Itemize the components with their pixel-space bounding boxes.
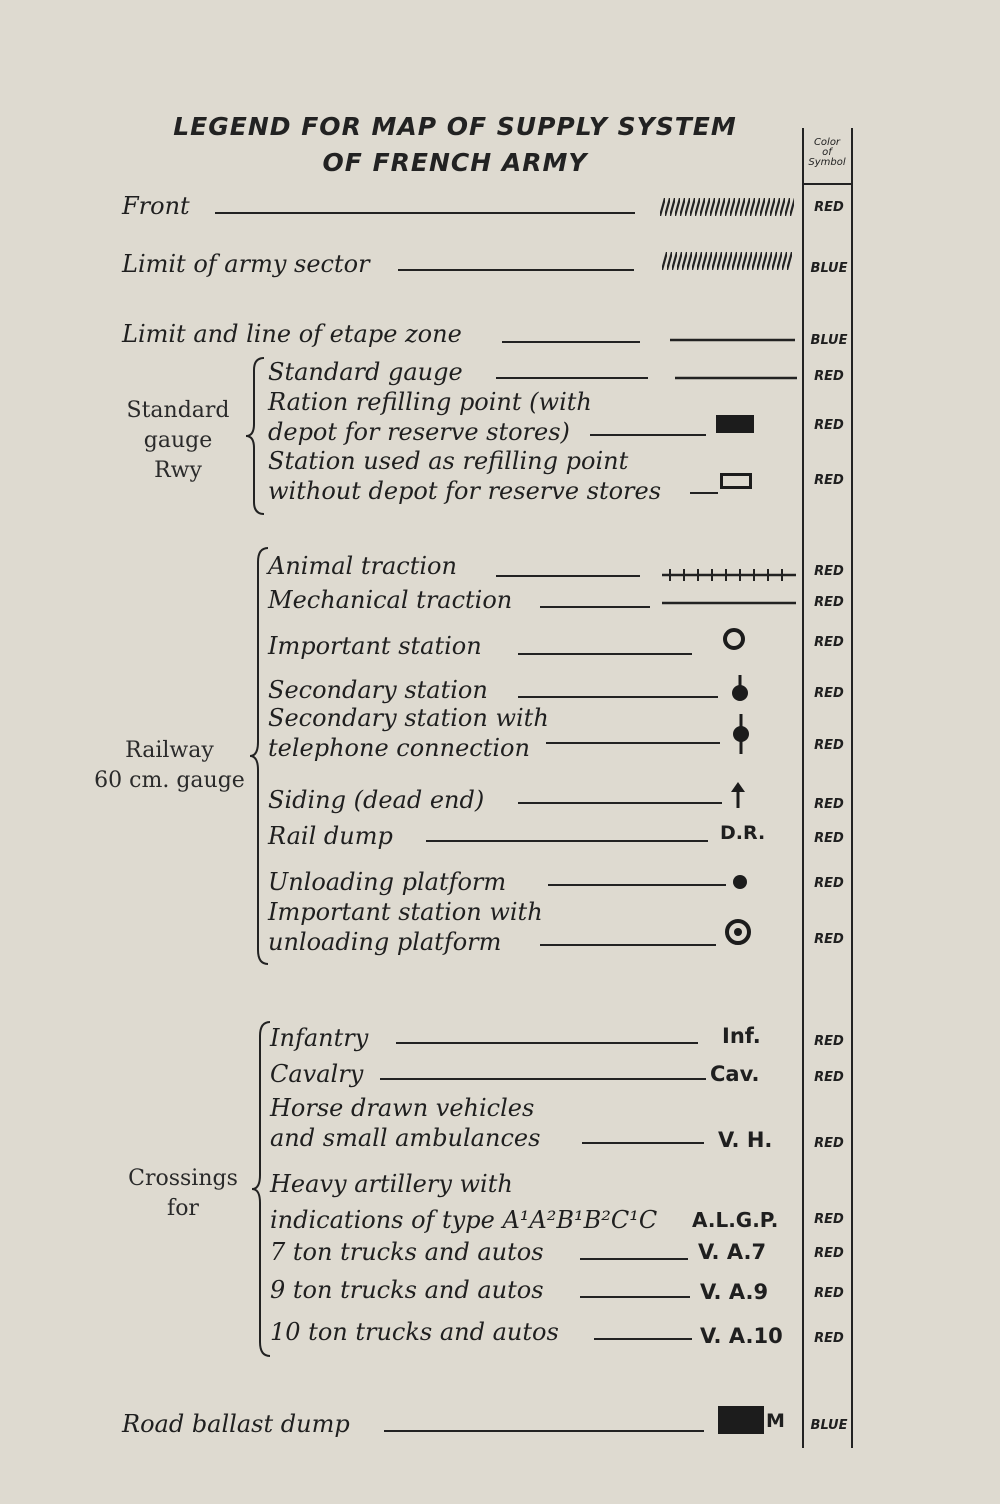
brace-icon [248, 546, 270, 966]
secondary-station-icon [730, 675, 750, 703]
symbol-text: D.R. [720, 822, 766, 844]
color-label: RED [814, 932, 844, 947]
legend-title-line1: LEGEND FOR MAP OF SUPPLY SYSTEM [173, 112, 737, 141]
color-label: RED [814, 564, 844, 579]
legend-label: indications of type A¹A²B¹B²C¹C [270, 1206, 658, 1234]
legend-label: Cavalry [270, 1060, 364, 1088]
symbol-text: V. A.7 [698, 1240, 767, 1264]
brace-icon [244, 356, 266, 516]
leader-line [690, 492, 718, 494]
filled-square-icon [718, 1406, 764, 1434]
leader-line [398, 269, 634, 271]
solid-line-icon [662, 599, 796, 607]
color-label: RED [814, 1070, 844, 1085]
leader-line [518, 696, 718, 698]
leader-line [580, 1258, 688, 1260]
color-label: RED [814, 1246, 844, 1261]
legend-label: telephone connection [268, 734, 530, 762]
legend-label: Siding (dead end) [268, 786, 485, 814]
color-label: RED [814, 1136, 844, 1151]
legend-label: Mechanical traction [268, 586, 513, 614]
legend-label: and small ambulances [270, 1124, 541, 1152]
color-label: RED [814, 635, 844, 650]
leader-line [496, 575, 640, 577]
legend-label: 9 ton trucks and autos [270, 1276, 544, 1304]
color-column-header: Color of Symbol [808, 137, 846, 168]
crosstie-line-icon [662, 568, 796, 582]
color-column-left-rule [802, 128, 804, 1448]
color-label: BLUE [810, 333, 848, 348]
leader-line [594, 1338, 692, 1340]
leader-line [215, 212, 635, 214]
legend-label: Unloading platform [268, 868, 507, 896]
leader-line [496, 377, 648, 379]
legend-label: Ration refilling point (with [268, 388, 592, 416]
legend-label: Secondary station [268, 676, 488, 704]
telephone-station-icon [730, 714, 752, 754]
legend-label: Limit and line of etape zone [122, 320, 462, 348]
color-label: RED [814, 418, 844, 433]
color-label: RED [814, 369, 844, 384]
leader-line [546, 742, 720, 744]
color-label: RED [814, 876, 844, 891]
color-label: RED [814, 595, 844, 610]
leader-line [518, 802, 722, 804]
legend-label: Station used as refilling point [268, 447, 629, 475]
legend-label: Rail dump [268, 822, 393, 850]
leader-line [580, 1296, 690, 1298]
legend-label: Limit of army sector [122, 250, 370, 278]
color-label: RED [814, 686, 844, 701]
open-circle-icon [722, 627, 746, 651]
legend-label: Secondary station with [268, 704, 549, 732]
group-label-standard-gauge: Standard gauge Rwy [126, 398, 230, 483]
color-label: RED [814, 473, 844, 488]
solid-line-icon [670, 336, 795, 344]
color-label: RED [814, 1331, 844, 1346]
filled-rectangle-icon [716, 415, 754, 433]
legend-label: Road ballast dump [122, 1410, 350, 1438]
leader-line [582, 1142, 704, 1144]
symbol-text: A.L.G.P. [692, 1208, 779, 1232]
leader-line [426, 840, 708, 842]
legend-label: Animal traction [268, 552, 457, 580]
symbol-text: V. H. [718, 1128, 773, 1152]
group-label-railway-60cm: Railway 60 cm. gauge [94, 738, 245, 793]
color-label: BLUE [810, 1418, 848, 1433]
leader-line [518, 653, 692, 655]
legend-title-line2: OF FRENCH ARMY [322, 148, 588, 177]
legend-label: Important station with [268, 898, 543, 926]
legend-label: 7 ton trucks and autos [270, 1238, 544, 1266]
symbol-text: Inf. [722, 1024, 761, 1048]
leader-line [540, 944, 716, 946]
leader-line [540, 606, 650, 608]
legend-label: Front [122, 192, 190, 220]
leader-line [548, 884, 726, 886]
leader-line [384, 1430, 704, 1432]
color-label: RED [814, 738, 844, 753]
solid-line-icon [675, 374, 797, 382]
color-label: RED [814, 831, 844, 846]
legend-label: Heavy artillery with [270, 1170, 513, 1198]
legend-label: Horse drawn vehicles [270, 1094, 535, 1122]
hatched-band-icon [660, 198, 794, 216]
leader-line [380, 1078, 706, 1080]
open-rectangle-icon [720, 473, 752, 489]
legend-label: Standard gauge [268, 358, 463, 386]
leader-line [590, 434, 706, 436]
color-label: RED [814, 797, 844, 812]
legend-label: without depot for reserve stores [268, 477, 662, 505]
legend-label: Infantry [270, 1024, 369, 1052]
color-label: RED [814, 200, 844, 215]
leader-line [502, 341, 640, 343]
hatched-band-icon [662, 252, 792, 270]
double-circle-icon [724, 918, 752, 946]
leader-line [396, 1042, 698, 1044]
symbol-text: V. A.10 [700, 1324, 783, 1348]
color-label: RED [814, 1286, 844, 1301]
symbol-text: M [766, 1410, 785, 1432]
color-label: RED [814, 1034, 844, 1049]
legend-label: 10 ton trucks and autos [270, 1318, 559, 1346]
color-column-header-rule [804, 183, 852, 185]
symbol-text: Cav. [710, 1062, 760, 1086]
legend-label: depot for reserve stores) [268, 418, 570, 446]
legend-label: Important station [268, 632, 482, 660]
symbol-text: V. A.9 [700, 1280, 769, 1304]
arrow-up-icon [730, 782, 746, 808]
color-label: RED [814, 1212, 844, 1227]
color-label: BLUE [810, 261, 848, 276]
brace-icon [250, 1020, 272, 1358]
filled-dot-icon [732, 874, 748, 890]
legend-label: unloading platform [268, 928, 502, 956]
group-label-crossings: Crossings for [128, 1166, 238, 1221]
